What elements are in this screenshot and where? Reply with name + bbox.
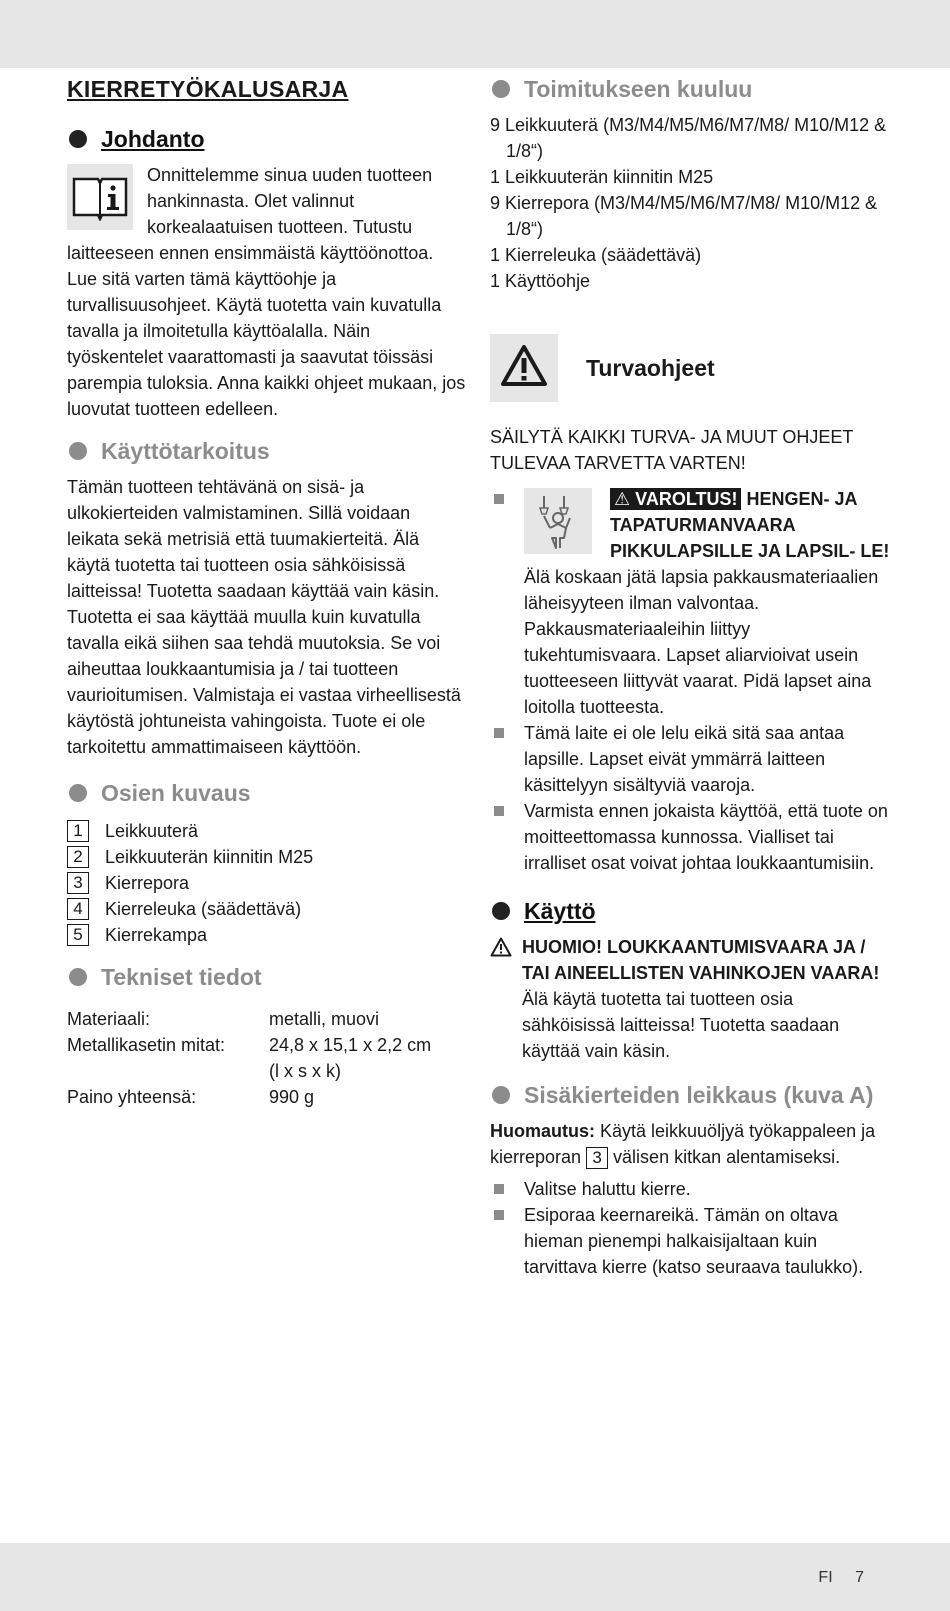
part-number: 4	[67, 898, 89, 920]
table-row: Paino yhteensä: 990 g	[67, 1087, 315, 1107]
warning-triangle-icon	[490, 334, 558, 402]
info-book-icon	[67, 164, 133, 230]
square-bullet-icon	[494, 806, 504, 816]
list-item: 9 Kierrepora (M3/M4/M5/M6/M7/M8/ M10/M12 & 1/8“)	[490, 193, 878, 239]
left-column	[67, 72, 467, 1110]
square-bullet-icon	[494, 728, 504, 738]
language-code: FI	[818, 1569, 833, 1586]
bullet-dot-icon	[492, 902, 510, 920]
warning-heading: ⚠ VAROLTUS! HENGEN- JA TAPATURMANVAARA PIKKULAPSILLE JA LAPSIL- LE!	[610, 489, 890, 561]
header-band	[0, 0, 950, 68]
section-heading-internal-threads: Sisäkierteiden leikkaus (kuva A)	[490, 1080, 890, 1110]
table-row: Metallikasetin mitat: 24,8 x 15,1 x 2,2 cm (l x s x k)	[67, 1035, 432, 1081]
parts-list	[67, 818, 467, 948]
internal-note: Huomautus: Käytä leikkuuöljyä työkappaleen ja kierreporan 3 välisen kitkan alentamiseksi.	[490, 1121, 876, 1168]
section-heading-purpose: Käyttötarkoitus	[67, 436, 467, 466]
square-bullet-icon	[494, 1184, 504, 1194]
list-item: 9 Leikkuuterä (M3/M4/M5/M6/M7/M8/ M10/M12 & 1/8“)	[490, 115, 887, 161]
purpose-text: Tämän tuotteen tehtävänä on sisä- ja ulkokierteiden valmistaminen. Sillä voidaan leikata sekä metrisiä että tuumakierteitä. Älä käytä tuotetta tai tuotteen osia sähköisissä laitteissa! Tuotetta saadaan käyttää vain käsin. Tuotetta ei saa käyttää muulla kuin kuvatulla tavalla eikä siihen saa tehdä muutoksia. Se voi aiheuttaa loukkaantumisia ja / tai tuotteen vaurioitumisen. Valmistaja ei vastaa virheellisestä käytöstä johtuneista vahingoista. Tuote ei ole tarkoitettu ammattimaiseen käyttöön.	[67, 477, 461, 757]
square-bullet-icon	[494, 1210, 504, 1220]
list-item: 1 Leikkuuterä	[67, 818, 467, 844]
safety-bullet-condition: Varmista ennen jokaista käyttöä, että tuote on moitteettomassa kunnossa. Vialliset tai irralliset osat voivat johtaa loukkaantumisiin.	[490, 798, 890, 876]
caution-block: HUOMIO! LOUKKAANTUMISVAARA JA / TAI AINEELLISTEN VAHINKOJEN VAARA! Älä käytä tuotetta tai tuotteen osia sähköisissä laitteissa! Tuotetta saadaan käyttää vain käsin.	[490, 934, 890, 1064]
list-item: 5 Kierrekampa	[67, 922, 467, 948]
section-heading-usage: Käyttö	[490, 896, 890, 926]
section-heading-intro: Johdanto	[67, 124, 467, 154]
part-number: 2	[67, 846, 89, 868]
intro-text: Onnittelemme sinua uuden tuotteen hankinnasta. Olet valinnut korkealaatuisen tuotteen. Tutustu laitteeseen ennen ensimmäistä käyttöönottoa. Lue sitä varten tämä käyttöohje ja turvallisuusohjeet. Käytä tuotetta vain kuvatulla tavalla ja ilmoitetulla käyttöalalla. Näin työskentelet vaarattomasti ja saavutat töissäsi parempia tuloksia. Anna kaikki ohjeet mukaan, jos luovutat tuotteen edelleen.	[67, 165, 466, 419]
step-item: Esiporaa keernareikä. Tämän on oltava hieman pienempi halkaisijaltaan kuin tarvittava kierre (katso seuraava taulukko).	[490, 1202, 890, 1280]
safety-header	[490, 334, 890, 402]
safety-title: Turvaohjeet	[586, 355, 715, 381]
part-number: 1	[67, 820, 89, 842]
part-number: 5	[67, 924, 89, 946]
caution-triangle-icon	[490, 937, 512, 957]
page-footer	[800, 1565, 864, 1591]
section-heading-tech: Tekniset tiedot	[67, 962, 467, 992]
intro-section	[67, 162, 467, 422]
list-item: 2 Leikkuuterän kiinnitin M25	[67, 844, 467, 870]
document-title: KIERRETYÖKALUSARJA	[67, 76, 349, 102]
bullet-dot-icon	[69, 968, 87, 986]
section-heading-parts: Osien kuvaus	[67, 778, 467, 808]
right-column	[490, 72, 890, 1280]
bullet-dot-icon	[492, 80, 510, 98]
part-reference: 3	[586, 1147, 608, 1169]
bullet-dot-icon	[69, 442, 87, 460]
part-number: 3	[67, 872, 89, 894]
bullet-dot-icon	[69, 130, 87, 148]
delivery-list	[490, 112, 890, 294]
warning-badge: ⚠ VAROLTUS!	[610, 488, 741, 510]
list-item: 1 Leikkuuterän kiinnitin M25	[490, 167, 714, 187]
list-item: 4 Kierreleuka (säädettävä)	[67, 896, 467, 922]
step-item: Valitse haluttu kierre.	[490, 1176, 890, 1202]
list-item: 1 Kierreleuka (säädettävä)	[490, 245, 702, 265]
child-warning-icon	[524, 488, 592, 554]
page-number: 7	[855, 1569, 864, 1586]
list-item: 1 Käyttöohje	[490, 271, 591, 291]
bullet-dot-icon	[69, 784, 87, 802]
bullet-dot-icon	[492, 1086, 510, 1104]
table-row: Materiaali: metalli, muovi	[67, 1009, 380, 1029]
warning-text: Älä koskaan jätä lapsia pakkausmateriaalien läheisyyteen ilman valvontaa. Pakkausmateriaaleihin liittyy tukehtumisvaara. Lapset aliarvioivat usein tuotteeseen liittyvät vaarat. Pidä lapset aina loitolla tuotteesta.	[524, 567, 879, 717]
tech-specs-table	[67, 1006, 431, 1110]
safety-bullet-children	[490, 486, 890, 720]
section-heading-delivery: Toimitukseen kuuluu	[490, 74, 890, 104]
square-bullet-icon	[494, 494, 504, 504]
safety-bullet-toy: Tämä laite ei ole lelu eikä sitä saa antaa lapsille. Lapset eivät ymmärrä laitteen käsittelyyn sisältyviä vaaroja.	[490, 720, 890, 798]
list-item: 3 Kierrepora	[67, 870, 467, 896]
safety-caps-text: SÄILYTÄ KAIKKI TURVA- JA MUUT OHJEET TULEVAA TARVETTA VARTEN!	[490, 427, 854, 473]
